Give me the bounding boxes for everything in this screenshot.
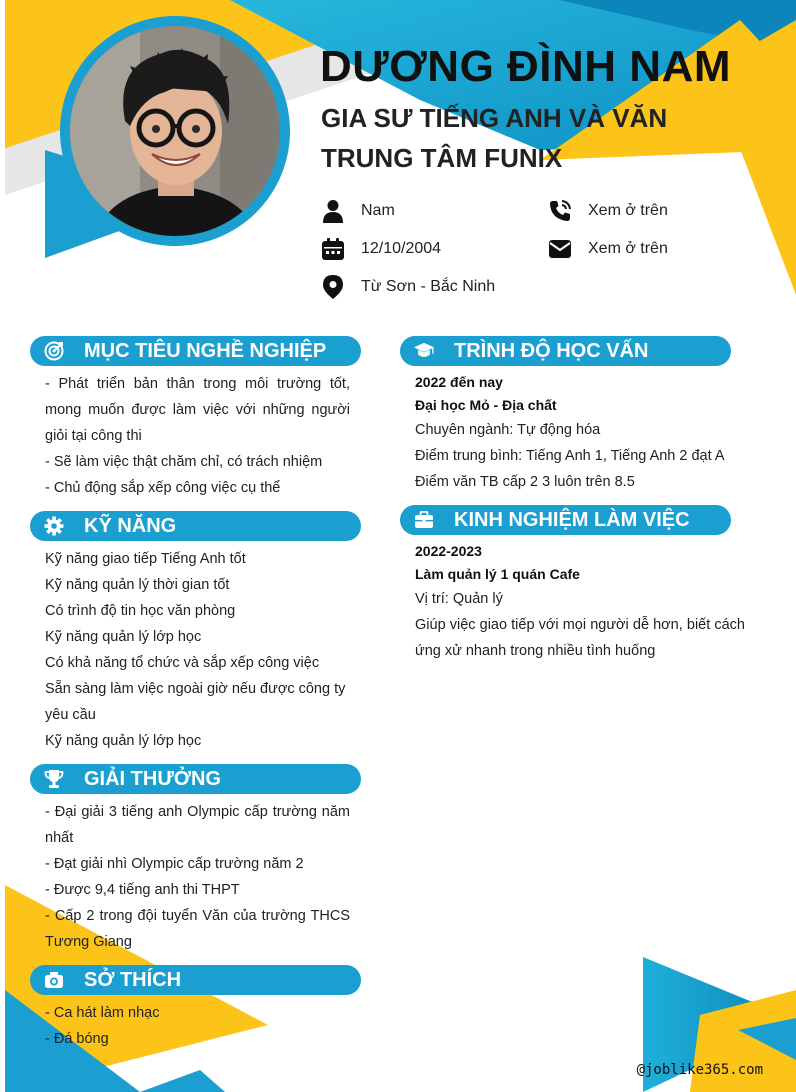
list-item: - Đá bóng [45,1031,109,1047]
section-hobbies-title: SỞ THÍCH [84,968,182,991]
info-gender [321,199,395,223]
calendar-icon [321,237,345,261]
list-item: Kỹ năng quản lý thời gian tốt [45,577,230,593]
location-pin-icon [321,275,345,299]
phone-icon [548,199,572,223]
briefcase-icon [414,510,434,530]
experience-period: 2022-2023 [415,543,482,559]
avatar [70,26,280,236]
section-skills-header [30,511,361,541]
list-item: Kỹ năng giao tiếp Tiếng Anh tốt [45,551,246,567]
experience-line: Vị trí: Quản lý [415,591,503,607]
candidate-name: DƯƠNG ĐÌNH NAM [320,42,732,91]
list-item: - Ca hát làm nhạc [45,1005,160,1021]
experience-role: Làm quản lý 1 quán Cafe [415,566,580,582]
list-item: Kỹ năng quản lý lớp học [45,733,202,749]
user-icon [321,199,345,223]
gear-icon [44,516,64,536]
awards-list [45,799,350,955]
experience-entry [415,540,745,664]
list-item: - Cấp 2 trong đội tuyển Văn của trường THCS Tương Giang [45,908,350,950]
section-objective-title: MỤC TIÊU NGHỀ NGHIỆP [84,339,327,362]
list-item: - Được 9,4 tiếng anh thi THPT [45,882,240,898]
education-school: Đại học Mỏ - Địa chất [415,397,557,413]
list-item: Kỹ năng quản lý lớp học [45,629,202,645]
list-item: - Chủ động sắp xếp công việc cụ thể [45,480,281,496]
objective-list [45,371,350,501]
section-skills-title: KỸ NĂNG [84,514,177,537]
section-experience-header [400,505,731,535]
education-line: Điểm văn TB cấp 2 3 luôn trên 8.5 [415,474,635,490]
target-icon [44,341,64,361]
birthday-value: 12/10/2004 [361,240,442,257]
info-birthday [321,237,441,261]
list-item: - Đạt giải nhì Olympic cấp trường năm 2 [45,856,304,872]
info-email [548,237,668,261]
education-line: Điểm trung bình: Tiếng Anh 1, Tiếng Anh 2 đạt A [415,448,725,464]
skills-list [45,546,365,754]
watermark: @joblike365.com [636,1062,763,1078]
list-item: - Phát triển bản thân trong môi trường tốt, mong muốn được làm việc với những người giỏi tại công thi [45,376,350,444]
info-phone [548,199,668,223]
graduation-cap-icon [414,341,434,361]
job-title: GIA SƯ TIẾNG ANH VÀ VĂN TRUNG TÂM FUNIX [321,103,668,173]
section-experience-title: KINH NGHIỆM LÀM VIỆC [454,508,690,531]
education-entry [415,371,750,495]
experience-line: Giúp việc giao tiếp với mọi người dễ hơn, biết cách ứng xử nhanh trong nhiều tình huống [415,617,745,659]
address-value: Từ Sơn - Bắc Ninh [361,278,496,295]
section-awards-header [30,764,361,794]
trophy-icon [44,769,64,789]
section-education-title: TRÌNH ĐỘ HỌC VẤN [454,339,649,362]
education-line: Chuyên ngành: Tự động hóa [415,422,601,438]
email-value: Xem ở trên [588,240,668,257]
phone-value: Xem ở trên [588,202,668,219]
list-item: - Sẽ làm việc thật chăm chỉ, có trách nhiệm [45,454,323,470]
avatar-frame [60,16,290,246]
info-address [321,275,495,299]
section-awards-title: GIẢI THƯỞNG [84,767,221,790]
list-item: Có trình độ tin học văn phòng [45,603,236,619]
list-item: - Đại giải 3 tiếng anh Olympic cấp trường năm nhất [45,804,350,846]
section-hobbies-header [30,965,361,995]
education-period: 2022 đến nay [415,374,503,390]
gender-value: Nam [361,202,395,219]
camera-icon [44,970,64,990]
section-education-header [400,336,731,366]
section-objective-header [30,336,361,366]
hobbies-list [45,1000,350,1052]
envelope-icon [548,237,572,261]
list-item: Sẵn sàng làm việc ngoài giờ nếu được công ty yêu cầu [45,681,346,723]
list-item: Có khả năng tổ chức và sắp xếp công việc [45,655,320,671]
